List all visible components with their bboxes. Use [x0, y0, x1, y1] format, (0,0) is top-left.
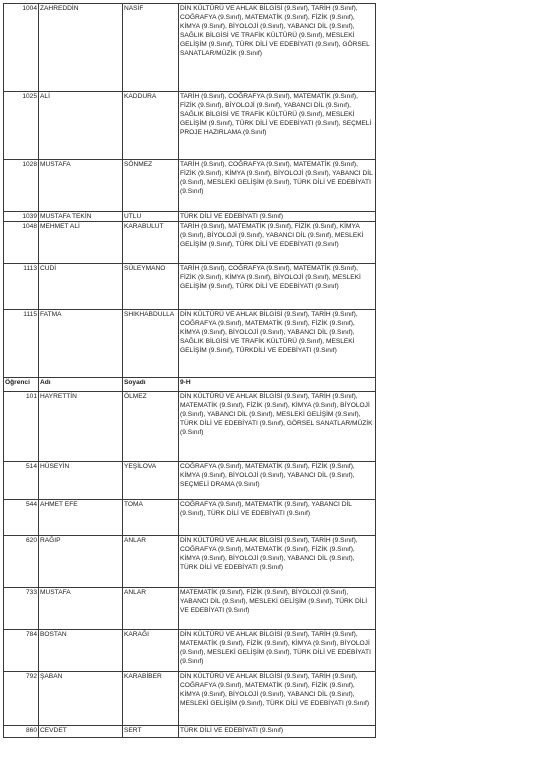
student-name: HÜSEYİN [39, 462, 123, 500]
header-student-number: Öğrenci [4, 378, 39, 392]
student-surname: YEŞİLOVA [123, 462, 179, 500]
student-surname: SÖNMEZ [123, 160, 179, 212]
student-number: 1048 [4, 222, 39, 264]
student-number: 860 [4, 726, 39, 738]
lesson-list: TARİH (9.Sınıf), MATEMATİK (9.Sınıf), FİZİK (9.Sınıf), KİMYA (9.Sınıf), BİYOLOJİ (9.Sınıf), YABANCI DİL (9.Sınıf), MESLEKİ GELİŞİM (9.Sınıf), TÜRK DİLİ VE EDEBİYATI (9.Sınıf) [179, 222, 376, 264]
student-surname: KADDURA [123, 92, 179, 160]
student-surname: KARABULUT [123, 222, 179, 264]
student-number: 1039 [4, 212, 39, 222]
student-number: 792 [4, 672, 39, 726]
student-name: MUSTAFA [39, 160, 123, 212]
header-name: Adı [39, 378, 123, 392]
student-name: MUSTAFA TEKİN [39, 212, 123, 222]
table-row [4, 264, 376, 310]
table-row [4, 310, 376, 378]
table-row [4, 672, 376, 726]
table-row [4, 222, 376, 264]
lesson-list: COĞRAFYA (9.Sınıf), MATEMATİK (9.Sınıf), YABANCI DİL (9.Sınıf), TÜRK DİLİ VE EDEBİYATI (9.Sınıf) [179, 500, 376, 536]
student-number: 784 [4, 630, 39, 672]
table-row [4, 588, 376, 630]
lesson-list: DİN KÜLTÜRÜ VE AHLAK BİLGİSİ (9.Sınıf), TARİH (9.Sınıf), MATEMATİK (9.Sınıf), FİZİK (9.Sınıf), KİMYA (9.Sınıf), BİYOLOJİ (9.Sınıf), YABANCI DİL (9.Sınıf), MESLEKİ GELİŞİM (9.Sınıf), TÜRK DİLİ VE EDEBİYATI (9.Sınıf), GÖRSEL SANATLAR/MÜZİK (9.Sınıf) [179, 392, 376, 462]
lesson-list: COĞRAFYA (9.Sınıf), MATEMATİK (9.Sınıf), FİZİK (9.Sınıf), KİMYA (9.Sınıf), BİYOLOJİ (9.Sınıf), YABANCI DİL (9.Sınıf), SEÇMELİ DRAMA (9.Sınıf) [179, 462, 376, 500]
student-name: BOSTAN [39, 630, 123, 672]
lesson-list: DİN KÜLTÜRÜ VE AHLAK BİLGİSİ (9.Sınıf), TARİH (9.Sınıf), COĞRAFYA (9.Sınıf), MATEMATİK (9.Sınıf), FİZİK (9.Sınıf), KİMYA (9.Sınıf), BİYOLOJİ (9.Sınıf), YABANCI DİL (9.Sınıf), SAĞLIK BİLGİSİ VE TRAFİK KÜLTÜRÜ (9.Sınıf), MESLEKİ GELİŞİM (9.Sınıf), TÜRKDİLİ VE EDEBİYATI (9.Sınıf) [179, 310, 376, 378]
lesson-list: TARİH (9.Sınıf), COĞRAFYA (9.Sınıf), MATEMATİK (9.Sınıf), FİZİK (9.Sınıf), KİMYA (9.Sınıf), BİYOLOJİ (9.Sınıf), YABANCI DİL (9.Sınıf), MESLEKİ GELİŞİM (9.Sınıf), TÜRK DİLİ VE EDEBİYATI (9.Sınıf) [179, 160, 376, 212]
table-row [4, 726, 376, 738]
lesson-list: DİN KÜLTÜRÜ VE AHLAK BİLGİSİ (9.Sınıf), TARİH (9.Sınıf), COĞRAFYA (9.Sınıf), MATEMATİK (9.Sınıf), FİZİK (9.Sınıf), KİMYA (9.Sınıf), BİYOLOJİ (9.Sınıf), YABANCI DİL (9.Sınıf), SAĞLIK BİLGİSİ VE TRAFİK KÜLTÜRÜ (9.Sınıf), MESLEKİ GELİŞİM (9.Sınıf), TÜRK DİLİ VE EDEBİYATI (9.Sınıf), GÖRSEL SANATLAR/MÜZİK (9.Sınıf) [179, 4, 376, 92]
student-surname: ÖLMEZ [123, 392, 179, 462]
table-row [4, 500, 376, 536]
student-name: RAĞIP [39, 536, 123, 588]
lesson-list: DİN KÜLTÜRÜ VE AHLAK BİLGİSİ (9.Sınıf), TARİH (9.Sınıf), COĞRAFYA (9.Sınıf), MATEMATİK (9.Sınıf), FİZİK (9.Sınıf), KİMYA (9.Sınıf), BİYOLOJİ (9.Sınıf), YABANCI DİL (9.Sınıf), MESLEKİ GELİŞİM (9.Sınıf), TÜRK DİLİ VE EDEBİYATI (9.Sınıf) [179, 672, 376, 726]
student-name: HAYRETTİN [39, 392, 123, 462]
student-surname: KARABİBER [123, 672, 179, 726]
student-number: 101 [4, 392, 39, 462]
lesson-list: DİN KÜLTÜRÜ VE AHLAK BİLGİSİ (9.Sınıf), TARİH (9.Sınıf), MATEMATİK (9.Sınıf), FİZİK (9.Sınıf), KİMYA (9.Sınıf), BİYOLOJİ (9.Sınıf), MESLEKİ GELİŞİM (9.Sınıf), TÜRK DİLİ VE EDEBİYATI (9.Sınıf) [179, 630, 376, 672]
lesson-list: TÜRK DİLİ VE EDEBİYATI (9.Sınıf) [179, 726, 376, 738]
student-number: 620 [4, 536, 39, 588]
student-surname: KARAĞI [123, 630, 179, 672]
student-name: AHMET EFE [39, 500, 123, 536]
student-number: 1025 [4, 92, 39, 160]
student-lesson-table [3, 3, 376, 738]
student-number: 544 [4, 500, 39, 536]
student-name: FATMA [39, 310, 123, 378]
table-row [4, 630, 376, 672]
student-name: MUSTAFA [39, 588, 123, 630]
lesson-list: TÜRK DİLİ VE EDEBİYATI (9.Sınıf) [179, 212, 376, 222]
table-row [4, 4, 376, 92]
table-row [4, 392, 376, 462]
header-surname: Soyadı [123, 378, 179, 392]
student-name: MEHMET ALİ [39, 222, 123, 264]
student-surname: SÜLEYMANO [123, 264, 179, 310]
student-name: ALİ [39, 92, 123, 160]
table-row [4, 212, 376, 222]
lesson-list: MATEMATİK (9.Sınıf), FİZİK (9.Sınıf), BİYOLOJİ (9.Sınıf), YABANCI DİL (9.Sınıf), MESLEKİ GELİŞİM (9.Sınıf), TÜRK DİLİ VE EDEBİYATI (9.Sınıf) [179, 588, 376, 630]
student-number: 1113 [4, 264, 39, 310]
table-row [4, 462, 376, 500]
student-number: 1028 [4, 160, 39, 212]
student-number: 733 [4, 588, 39, 630]
header-class: 9-H [179, 378, 376, 392]
lesson-list: DİN KÜLTÜRÜ VE AHLAK BİLGİSİ (9.Sınıf), TARİH (9.Sınıf), COĞRAFYA (9.Sınıf), MATEMATİK (9.Sınıf), FİZİK (9.Sınıf), KİMYA (9.Sınıf), BİYOLOJİ (9.Sınıf), YABANCI DİL (9.Sınıf), TÜRK DİLİ VE EDEBİYATI (9.Sınıf) [179, 536, 376, 588]
student-surname: ANLAR [123, 536, 179, 588]
table-row [4, 92, 376, 160]
table-row [4, 160, 376, 212]
student-number: 514 [4, 462, 39, 500]
student-surname: TOMA [123, 500, 179, 536]
lesson-list: TARİH (9.Sınıf), COĞRAFYA (9.Sınıf), MATEMATİK (9.Sınıf), FİZİK (9.Sınıf), KİMYA (9.Sınıf), BİYOLOJİ (9.Sınıf), MESLEKİ GELİŞİM (9.Sınıf), TÜRK DİLİ VE EDEBİYATI (9.Sınıf) [179, 264, 376, 310]
lesson-list: TARİH (9.Sınıf), COĞRAFYA (9.Sınıf), MATEMATİK (9.Sınıf), FİZİK (9.Sınıf), BİYOLOJİ (9.Sınıf), YABANCI DİL (9.Sınıf), SAĞLIK BİLGİSİ VE TRAFİK KÜLTÜRÜ (9.Sınıf), MESLEKİ GELİŞİM (9.Sınıf), TÜRK DİLİ VE EDEBİYATI (9.Sınıf), SEÇMELİ PROJE HAZIRLAMA (9.Sınıf) [179, 92, 376, 160]
student-surname: ANLAR [123, 588, 179, 630]
student-number: 1004 [4, 4, 39, 92]
table-header-row [4, 378, 376, 392]
student-surname: SHIKHABDULLA [123, 310, 179, 378]
student-surname: NASİF [123, 4, 179, 92]
student-number: 1115 [4, 310, 39, 378]
student-name: CEVDET [39, 726, 123, 738]
student-surname: SERT [123, 726, 179, 738]
student-surname: UTLU [123, 212, 179, 222]
student-name: CUDİ [39, 264, 123, 310]
student-name: ZAHREDDİN [39, 4, 123, 92]
student-name: ŞABAN [39, 672, 123, 726]
table-row [4, 536, 376, 588]
